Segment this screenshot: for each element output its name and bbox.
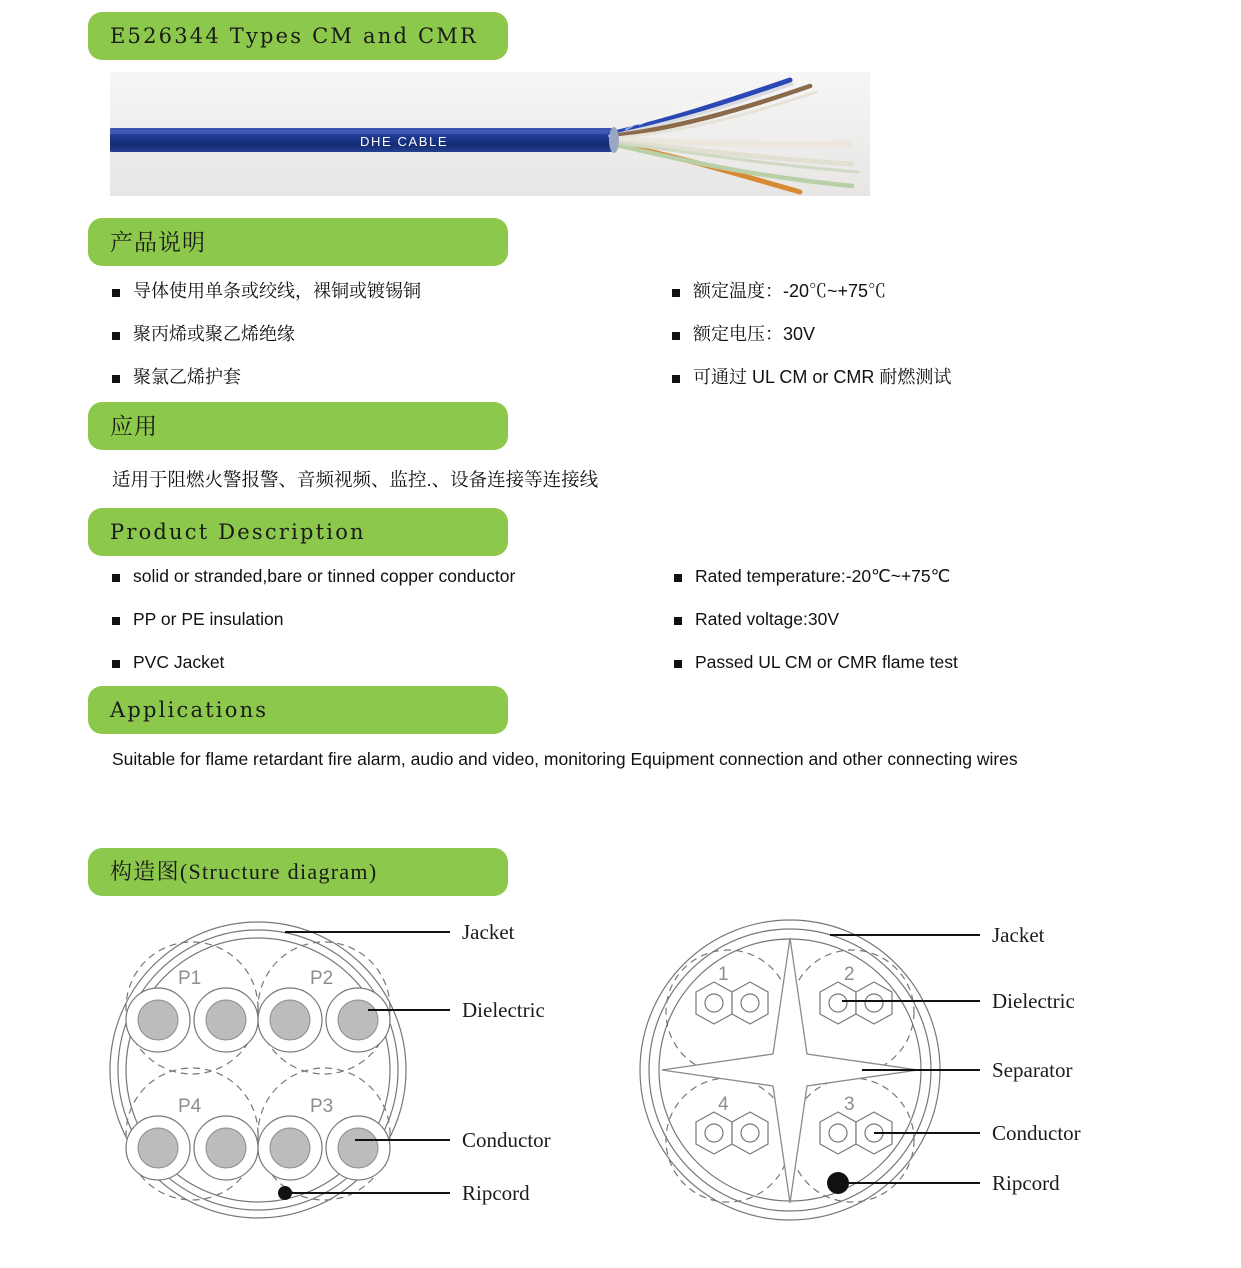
square-bullet-icon: [112, 332, 120, 340]
left-pair-label-p4: P4: [178, 1096, 202, 1117]
product-photo: [110, 72, 870, 196]
left-pair-label-p2: P2: [310, 968, 334, 989]
section-bar-product-description-en-label: Product Description: [110, 519, 366, 544]
square-bullet-icon: [112, 375, 120, 383]
right-callout-conductor: Conductor: [992, 1121, 1081, 1145]
section-bar-applications-en: [88, 686, 508, 734]
right-pair-label-1: 1: [718, 964, 729, 985]
list-item: [112, 651, 515, 674]
square-bullet-icon: [112, 574, 120, 582]
list-item-label: solid or stranded,bare or tinned copper conductor: [133, 566, 516, 586]
section-bar-structure-diagram-label: 构造图(Structure diagram): [110, 859, 378, 884]
list-item-label: Rated temperature:-20℃~+75℃: [695, 566, 951, 586]
list-item: [112, 280, 421, 303]
section-bar-applications-cn-label: 应用: [110, 413, 158, 439]
left-callout-jacket: Jacket: [462, 920, 515, 944]
section-bar-product-description-en: [88, 508, 508, 556]
list-item: [112, 608, 515, 631]
applications-en-text: Suitable for flame retardant fire alarm, audio and video, monitoring Equipment connection and other connecting wires: [112, 749, 1018, 769]
list-item-label: 聚氯乙烯护套: [133, 367, 241, 387]
left-callout-ripcord: Ripcord: [462, 1181, 530, 1205]
title-bar: [88, 12, 508, 60]
left-conductors: [126, 988, 390, 1180]
left-callout-dielectric: Dielectric: [462, 998, 545, 1022]
list-item-label: 聚丙烯或聚乙烯绝缘: [133, 324, 295, 344]
section-bar-applications-cn: [88, 402, 508, 450]
list-item: [674, 651, 958, 674]
list-item-label: Rated voltage:30V: [695, 609, 839, 629]
left-callout-conductor: Conductor: [462, 1128, 551, 1152]
list-item-label: 可通过 UL CM or CMR 耐燃测试: [693, 367, 952, 387]
product-description-en-right-list: [674, 565, 958, 694]
list-item: [112, 366, 421, 389]
square-bullet-icon: [674, 574, 682, 582]
right-pair-label-3: 3: [844, 1094, 855, 1115]
applications-cn-text: 适用于阻燃火警报警、音频视频、监控.、设备连接等连接线: [112, 469, 599, 490]
right-callout-dielectric: Dielectric: [992, 989, 1075, 1013]
right-pair-label-4: 4: [718, 1094, 729, 1115]
cable-print-text: DHE CABLE: [360, 134, 449, 149]
list-item-label: 额定温度：-20℃~+75℃: [693, 281, 887, 301]
left-pair-label-p3: P3: [310, 1096, 334, 1117]
section-bar-product-description-cn: [88, 218, 508, 266]
square-bullet-icon: [672, 375, 680, 383]
list-item-label: 导体使用单条或绞线，裸铜或镀锡铜: [133, 281, 421, 301]
list-item: [112, 323, 421, 346]
list-item: [672, 280, 951, 303]
square-bullet-icon: [672, 289, 680, 297]
product-description-cn-left-list: [112, 280, 421, 409]
list-item: [112, 565, 515, 588]
right-callout-ripcord: Ripcord: [992, 1171, 1060, 1195]
product-description-en-left-list: [112, 565, 515, 694]
left-pair-label-p1: P1: [178, 968, 202, 989]
structure-diagram-svg: [100, 900, 1160, 1240]
list-item-label: PVC Jacket: [133, 652, 225, 672]
square-bullet-icon: [672, 332, 680, 340]
square-bullet-icon: [112, 660, 120, 668]
cable-illustration: [110, 72, 870, 196]
list-item-label: PP or PE insulation: [133, 609, 284, 629]
square-bullet-icon: [112, 289, 120, 297]
structure-diagram: [100, 900, 1160, 1240]
list-item: [674, 608, 958, 631]
square-bullet-icon: [674, 617, 682, 625]
list-item-label: 额定电压：30V: [693, 324, 816, 344]
right-callout-jacket: Jacket: [992, 923, 1045, 947]
list-item: [672, 323, 951, 346]
right-pair-label-2: 2: [844, 964, 855, 985]
list-item: [672, 366, 951, 389]
section-bar-applications-en-label: Applications: [110, 697, 269, 722]
square-bullet-icon: [112, 617, 120, 625]
right-callout-separator: Separator: [992, 1058, 1073, 1082]
square-bullet-icon: [674, 660, 682, 668]
list-item: [674, 565, 958, 588]
section-bar-structure-diagram: [88, 848, 508, 896]
product-description-cn-right-list: [672, 280, 951, 409]
list-item-label: Passed UL CM or CMR flame test: [695, 652, 958, 672]
section-bar-product-description-cn-label: 产品说明: [110, 229, 206, 255]
title-bar-label: E526344 Types CM and CMR: [110, 23, 478, 48]
